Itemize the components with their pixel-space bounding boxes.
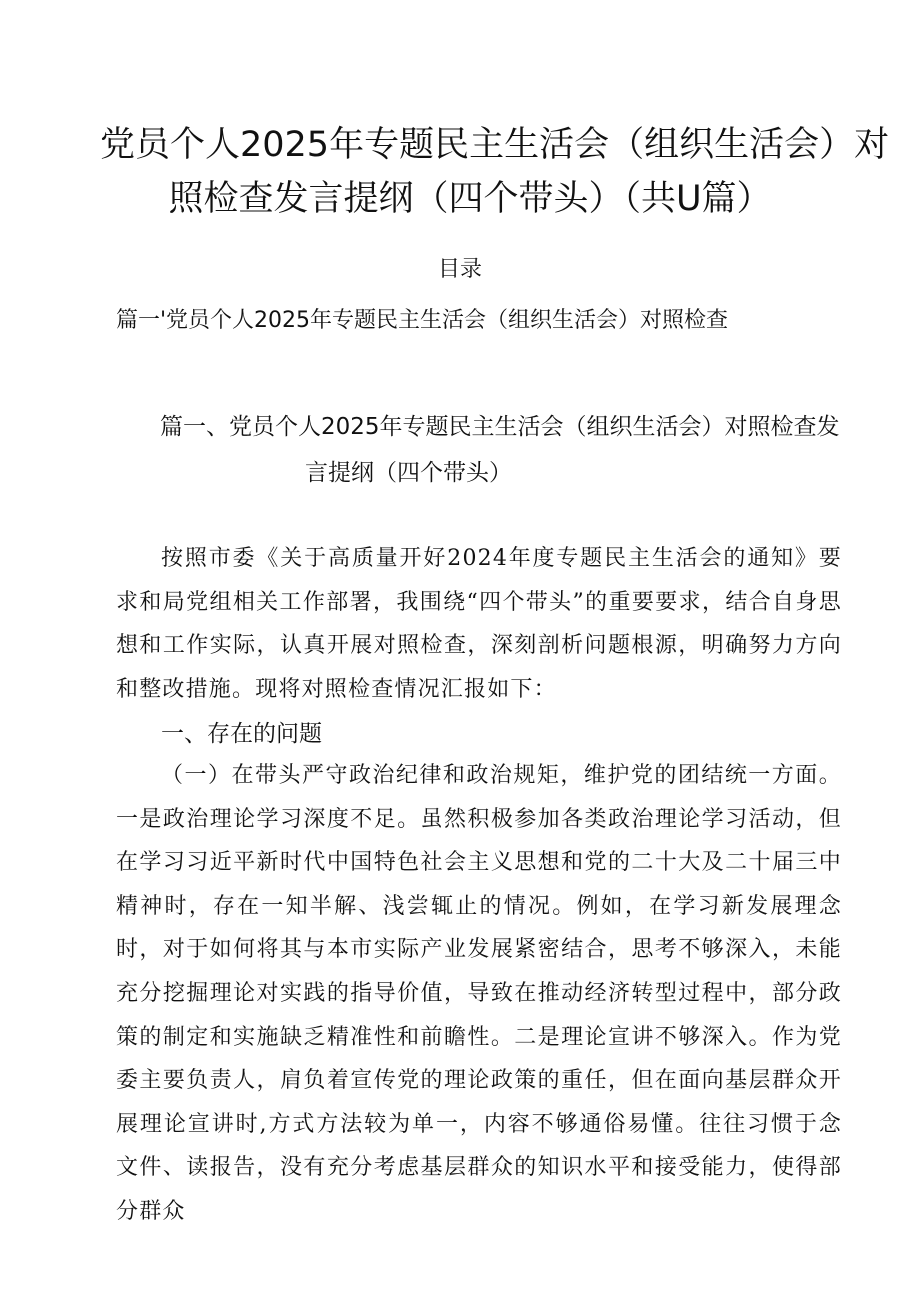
- toc-item[interactable]: 篇一'党员个人2025年专题民主生活会（组织生活会）对照检查: [116, 308, 729, 333]
- intro-paragraph: 按照市委《关于高质量开好2024年度专题民主生活会的通知》要求和局党组相关工作部署，我围绕“四个带头”的重要要求，结合自身思想和工作实际，认真开展对照检查，深刻剖析问题根源，明确努力方向和整改措施。现将对照检查情况汇报如下：: [116, 546, 842, 702]
- heading-existing-problems: 一、存在的问题: [161, 721, 322, 747]
- document-title-line-2: 照检查发言提纲（四个带头）（共U篇）: [168, 179, 772, 219]
- toc-heading: 目录: [437, 257, 482, 282]
- body-paragraph: （一）在带头严守政治纪律和政治规矩，维护党的团结统一方面。一是政治理论学习深度不足。虽然积极参加各类政治理论学习活动，但在学习习近平新时代中国特色社会主义思想和党的二十大及二十届三中精神时，存在一知半解、浅尝辄止的情况。例如，在学习新发展理念时，对于如何将其与本市实际产业发展紧密结合，思考不够深入，未能充分挖掘理论对实践的指导价值，导致在推动经济转型过程中，部分政策的制定和实施缺乏精准性和前瞻性。二是理论宣讲不够深入。作为党委主要负责人，肩负着宣传党的理论政策的重任，但在面向基层群众开展理论宣讲时,方式方法较为单一，内容不够通俗易懂。往往习惯于念文件、读报告，没有充分考虑基层群众的知识水平和接受能力，使得部分群众: [116, 763, 842, 1224]
- document-title-line-1: 党员个人2025年专题民主生活会（组织生活会）对: [100, 125, 890, 165]
- document-title: [100, 118, 890, 226]
- section-title: [160, 404, 850, 496]
- section-title-line-2: 言提纲（四个带头）: [305, 460, 512, 486]
- section-title-line-1: 篇一、党员个人2025年专题民主生活会（组织生活会）对照检查发: [160, 414, 840, 440]
